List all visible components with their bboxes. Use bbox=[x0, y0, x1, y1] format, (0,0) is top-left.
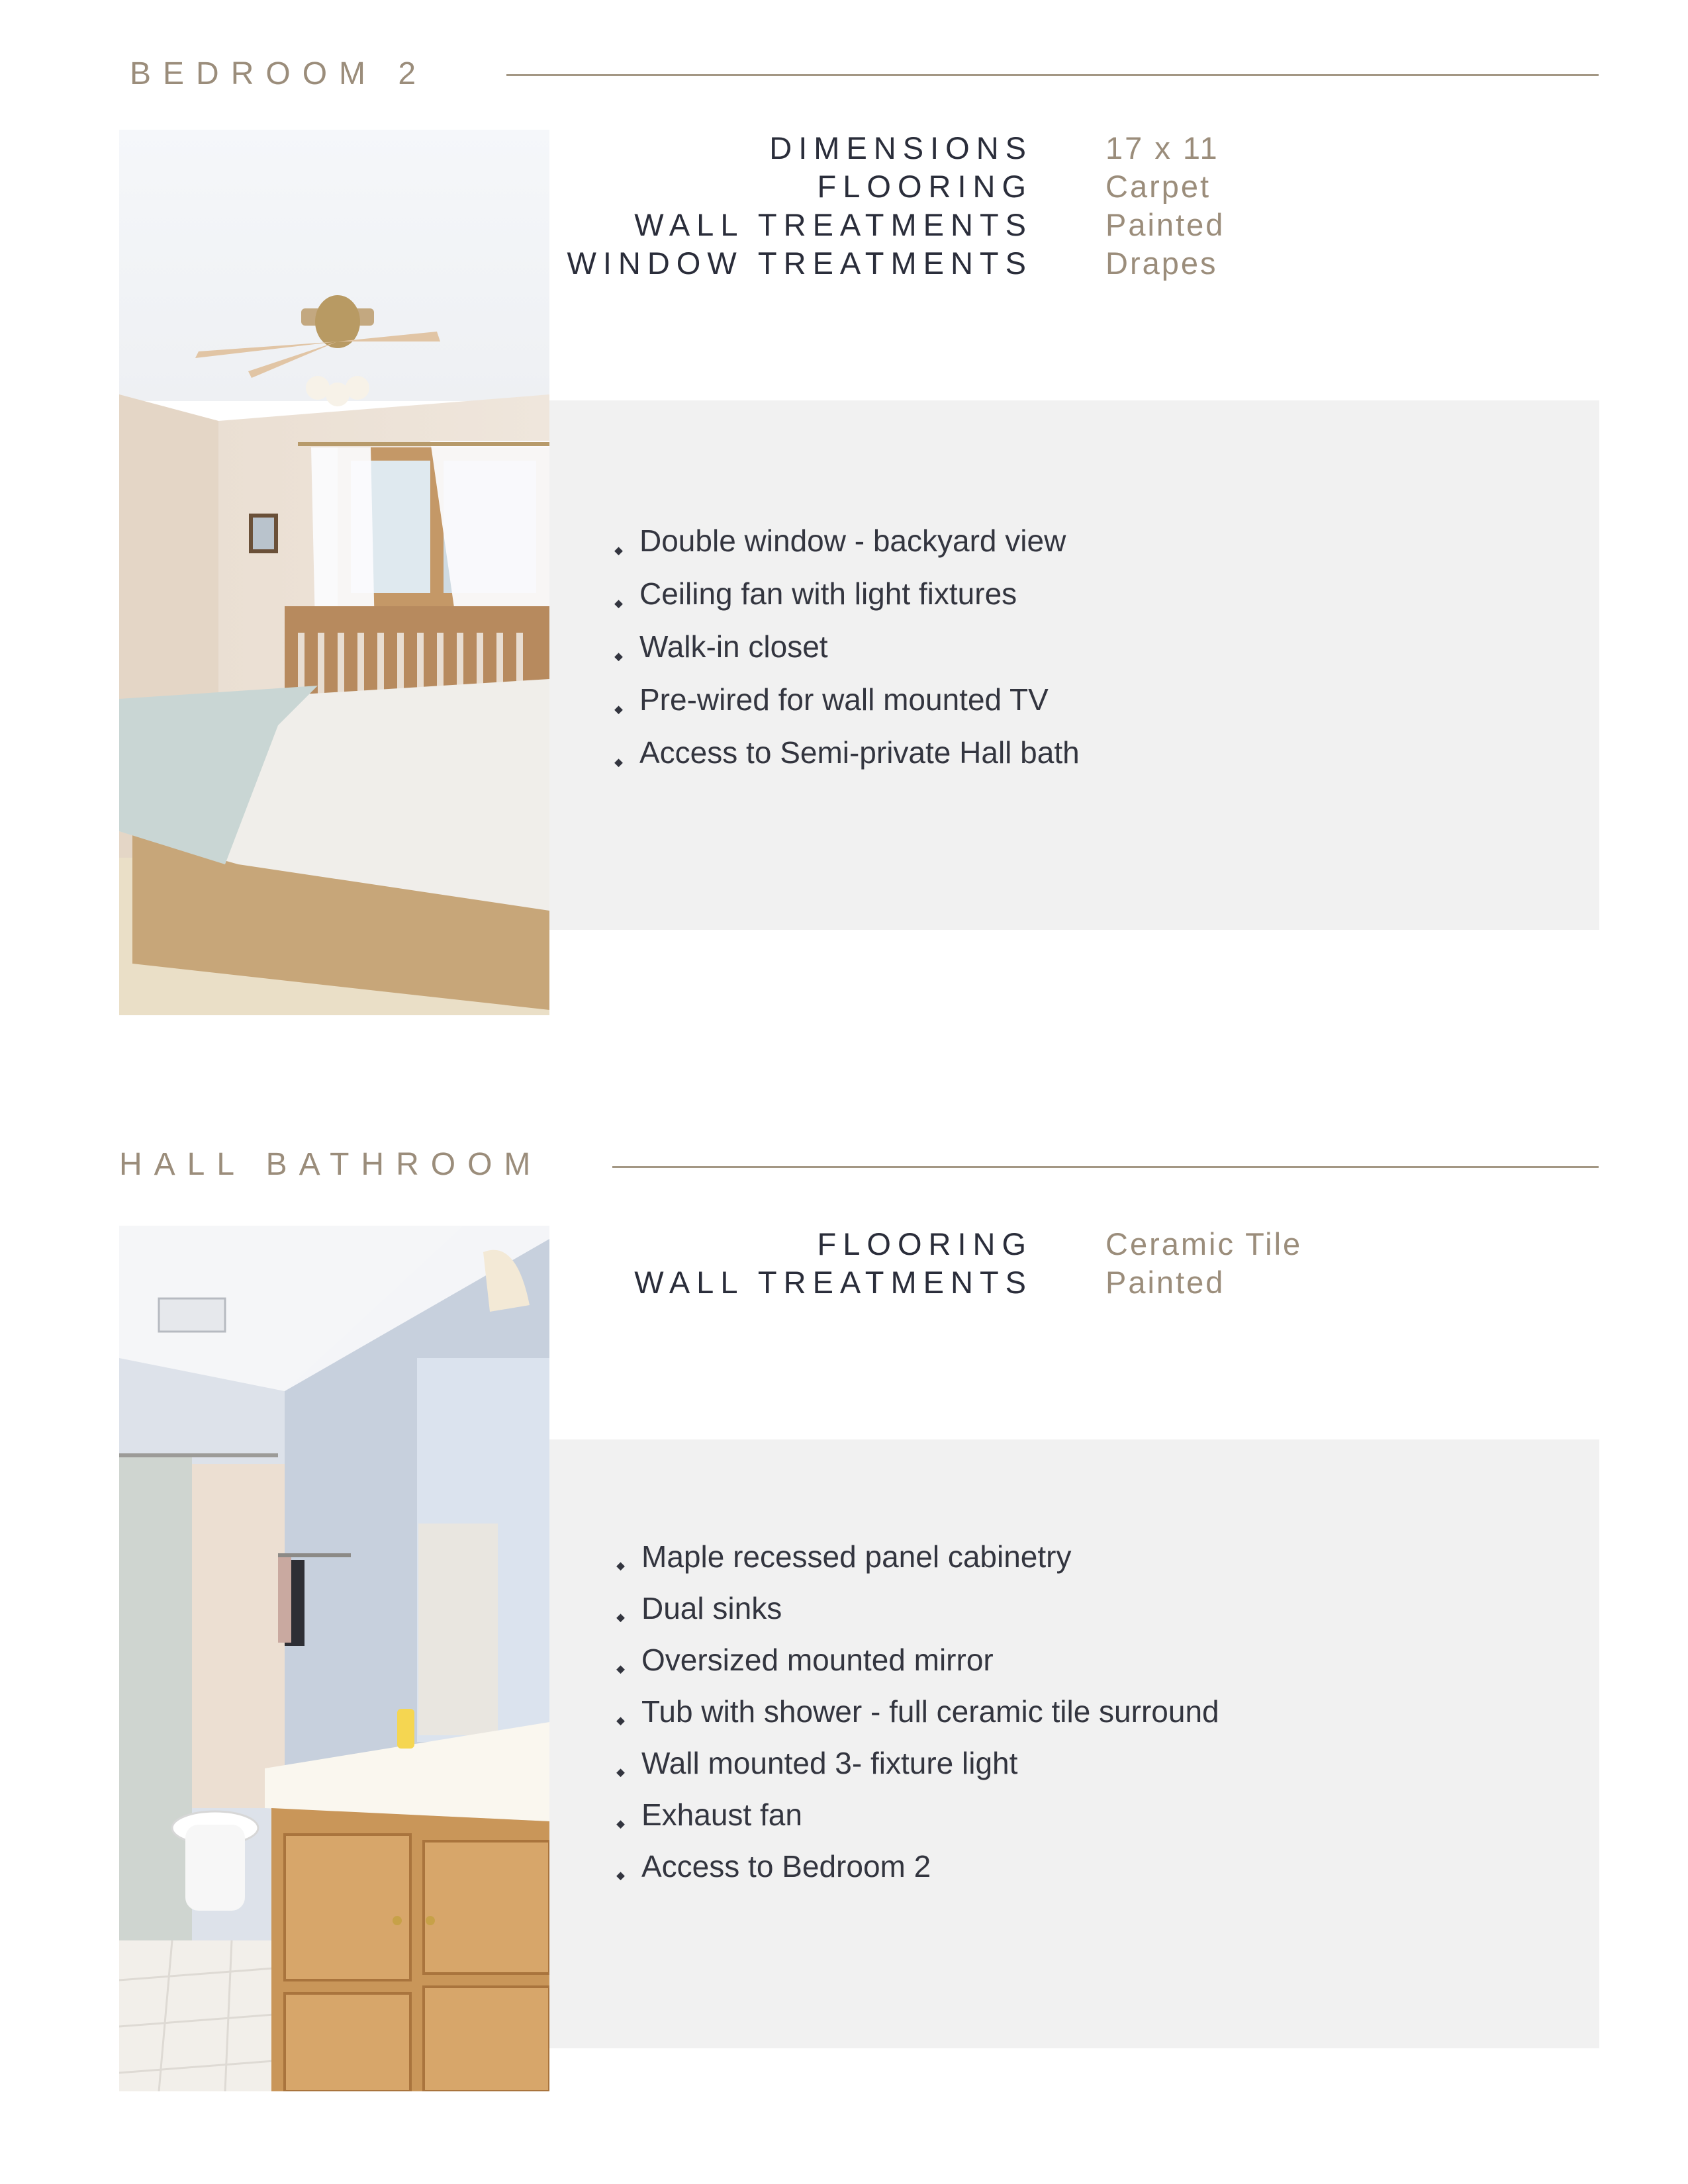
list-item bbox=[616, 523, 1080, 576]
feature-text: Exhaust fan bbox=[641, 1797, 802, 1832]
bullet-icon bbox=[616, 1820, 625, 1829]
bullet-icon bbox=[616, 1872, 625, 1880]
list-item bbox=[618, 1539, 1219, 1590]
feature-text: Ceiling fan with light fixtures bbox=[639, 576, 1017, 611]
spec-value: Ceramic Tile bbox=[1105, 1226, 1303, 1261]
features-list bbox=[618, 1539, 1219, 1900]
spec-label: WALL TREATMENTS bbox=[634, 207, 1033, 242]
spec-row bbox=[609, 168, 1536, 208]
list-item bbox=[618, 1694, 1219, 1745]
divider-line bbox=[506, 74, 1599, 76]
spec-value: Drapes bbox=[1105, 246, 1218, 281]
list-item bbox=[618, 1797, 1219, 1848]
spec-label: WALL TREATMENTS bbox=[634, 1265, 1033, 1300]
section-title: HALL BATHROOM bbox=[119, 1147, 543, 1182]
spec-value: Carpet bbox=[1105, 169, 1211, 204]
section-title: BEDROOM 2 bbox=[130, 56, 428, 91]
feature-text: Pre-wired for wall mounted TV bbox=[639, 682, 1049, 717]
list-item bbox=[616, 576, 1080, 629]
bullet-icon bbox=[616, 1614, 625, 1622]
spec-row bbox=[609, 1264, 1536, 1304]
list-item bbox=[616, 629, 1080, 682]
feature-text: Oversized mounted mirror bbox=[641, 1643, 994, 1677]
spec-row bbox=[567, 245, 1536, 285]
bullet-icon bbox=[614, 653, 623, 661]
bullet-icon bbox=[614, 547, 623, 555]
feature-text: Dual sinks bbox=[641, 1591, 782, 1625]
list-item bbox=[618, 1848, 1219, 1900]
bullet-icon bbox=[616, 1768, 625, 1777]
bullet-icon bbox=[616, 1665, 625, 1674]
feature-text: Tub with shower - full ceramic tile surround bbox=[641, 1694, 1219, 1729]
feature-text: Double window - backyard view bbox=[639, 523, 1066, 558]
spec-value: Painted bbox=[1105, 207, 1225, 242]
bullet-icon bbox=[614, 705, 623, 714]
list-item bbox=[618, 1590, 1219, 1642]
spec-label: WINDOW TREATMENTS bbox=[567, 246, 1033, 281]
spec-value: Painted bbox=[1105, 1265, 1225, 1300]
divider-line bbox=[612, 1166, 1599, 1168]
spec-row bbox=[609, 1226, 1536, 1265]
bullet-icon bbox=[616, 1717, 625, 1725]
specs-list bbox=[0, 130, 1688, 289]
bullet-icon bbox=[616, 1562, 625, 1570]
spec-row bbox=[609, 206, 1536, 246]
bullet-icon bbox=[614, 758, 623, 767]
feature-text: Walk-in closet bbox=[639, 629, 828, 664]
list-item bbox=[616, 735, 1080, 788]
bullet-icon bbox=[614, 600, 623, 608]
spec-value: 17 x 11 bbox=[1105, 130, 1219, 165]
feature-text: Access to Bedroom 2 bbox=[641, 1849, 931, 1884]
spec-label: DIMENSIONS bbox=[769, 130, 1033, 165]
spec-label: FLOORING bbox=[817, 169, 1033, 204]
features-list bbox=[616, 523, 1080, 788]
feature-text: Wall mounted 3- fixture light bbox=[641, 1746, 1018, 1780]
list-item bbox=[618, 1642, 1219, 1694]
spec-label: FLOORING bbox=[817, 1226, 1033, 1261]
specs-list bbox=[0, 1226, 1688, 1305]
bathroom-photo bbox=[119, 1226, 549, 2091]
list-item bbox=[616, 682, 1080, 735]
feature-text: Maple recessed panel cabinetry bbox=[641, 1539, 1072, 1574]
feature-text: Access to Semi-private Hall bath bbox=[639, 735, 1080, 770]
list-item bbox=[618, 1745, 1219, 1797]
spec-row bbox=[609, 130, 1536, 169]
